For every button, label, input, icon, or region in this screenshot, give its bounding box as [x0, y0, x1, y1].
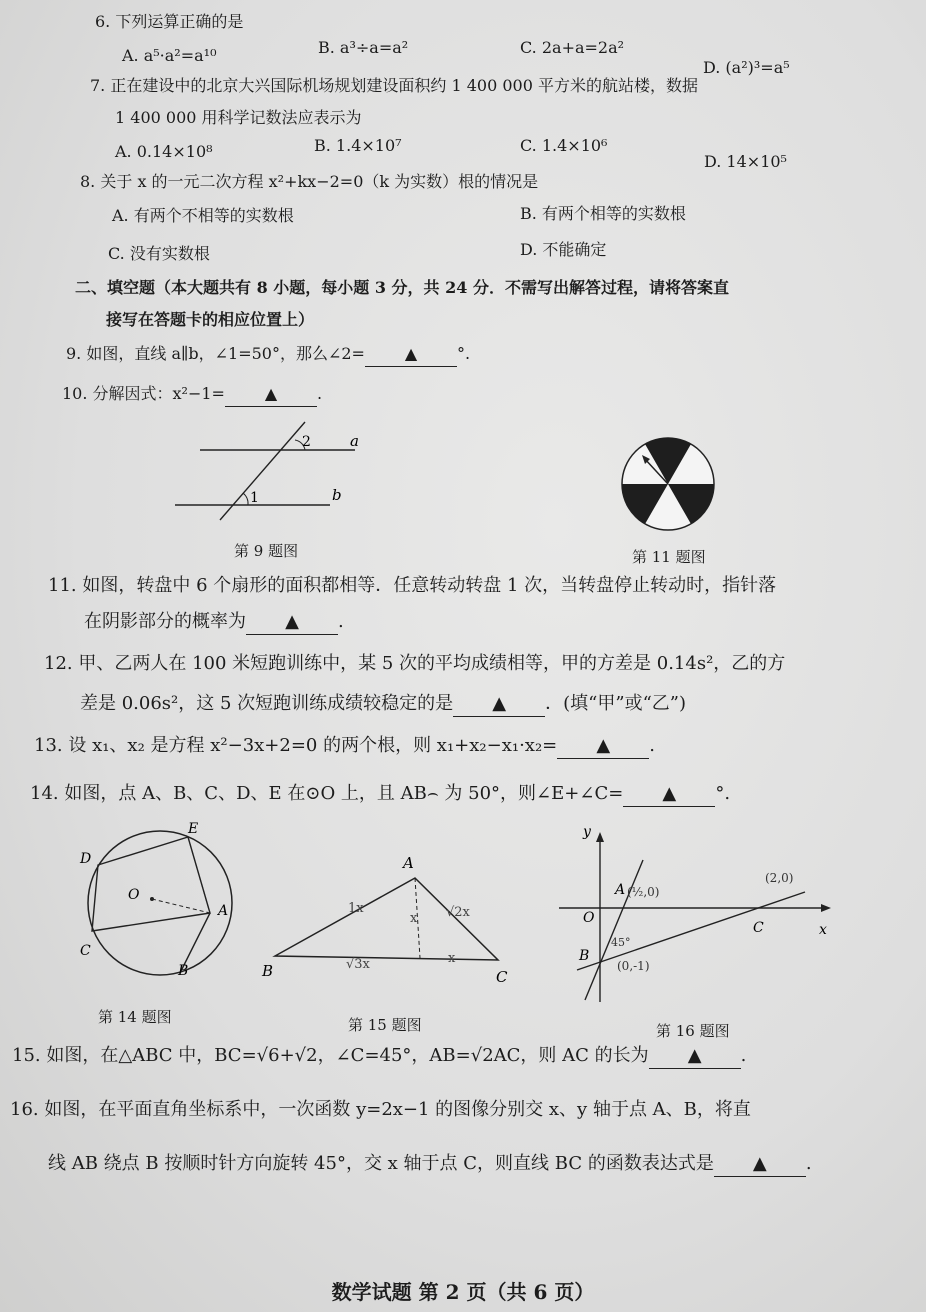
note-point-b: (0,-1): [617, 959, 650, 973]
q12-line2: [80, 692, 686, 717]
q12-answer-blank: ▲: [453, 692, 545, 717]
figure-16-caption: 第 16 题图: [656, 1022, 730, 1040]
label-x: x: [819, 922, 827, 938]
circle-o: [88, 831, 232, 975]
q11-answer-blank: ▲: [246, 610, 338, 635]
q13: [34, 734, 655, 759]
q7-option-b: B. 1.4×10⁷: [314, 136, 402, 155]
figure-14-caption: 第 14 题图: [98, 1008, 172, 1026]
q6-option-b: B. a³÷a=a²: [318, 38, 409, 57]
note-root2x: √2x: [446, 905, 470, 920]
q15-tail: .: [740, 1045, 747, 1066]
note-angle: 45°: [611, 936, 631, 949]
q16-answer-blank: ▲: [714, 1152, 806, 1177]
q7-option-d: D. 14×10⁵: [704, 152, 787, 171]
figure-9: [170, 420, 370, 520]
figure-15-caption: 第 15 题图: [348, 1016, 422, 1034]
label-b: B: [579, 948, 590, 964]
q9-tail: °.: [456, 344, 471, 363]
note-x-base: x: [448, 951, 456, 966]
line-ab: [585, 860, 643, 1000]
label-c: C: [496, 968, 508, 986]
label-b: B: [178, 963, 189, 979]
note-point-a: (½,0): [627, 885, 660, 899]
q15-text: 15. 如图，在△ABC 中，BC=√6+√2，∠C=45°，AB=√2AC，则 AC 的长为: [12, 1045, 649, 1066]
label-angle-2: 2: [302, 434, 311, 450]
q13-answer-blank: ▲: [557, 734, 649, 759]
figure-15: [260, 850, 520, 990]
label-a: A: [403, 854, 414, 872]
q12-line1: 12. 甲、乙两人在 100 米短跑训练中，某 5 次的平均成绩相等，甲的方差是 0.14s²，乙的方: [44, 653, 786, 674]
q8-option-b: B. 有两个相等的实数根: [520, 204, 686, 223]
q7-option-c: C. 1.4×10⁶: [520, 136, 608, 155]
label-d: D: [80, 851, 92, 867]
label-b: b: [332, 486, 342, 504]
q8-option-a: A. 有两个不相等的实数根: [112, 206, 294, 225]
q8-stem: 8. 关于 x 的一元二次方程 x²+kx−2=0（k 为实数）根的情况是: [80, 172, 539, 191]
q12-text: 差是 0.06s²，这 5 次短跑训练成绩较稳定的是: [80, 693, 454, 714]
figure-11-spinner: [620, 436, 718, 534]
figure-11-caption: 第 11 题图: [632, 548, 706, 566]
figure-14: [70, 815, 250, 985]
q16-line2: [48, 1152, 812, 1177]
q6-option-c: C. 2a+a=2a²: [520, 38, 625, 57]
label-angle-1: 1: [250, 490, 259, 506]
label-o: O: [128, 887, 140, 903]
label-e: E: [188, 821, 199, 837]
q15-answer-blank: ▲: [649, 1044, 741, 1069]
page-footer: 数学试题 第 2 页（共 6 页）: [331, 1280, 595, 1304]
q16-line1: 16. 如图，在平面直角坐标系中，一次函数 y=2x−1 的图像分别交 x、y 轴于点 A、B，将直: [10, 1099, 751, 1120]
radius-oa: [152, 899, 210, 913]
y-axis-arrow: [596, 832, 604, 842]
label-y: y: [583, 824, 591, 840]
q14-text: 14. 如图，点 A、B、C、D、E 在⊙O 上，且 AB⌢ 为 50°，则∠E+∠C=: [30, 783, 624, 804]
q13-text: 13. 设 x₁、x₂ 是方程 x²−3x+2=0 的两个根，则 x₁+x₂−x₁·x₂=: [34, 735, 558, 756]
q6-stem: 6. 下列运算正确的是: [95, 12, 244, 31]
q15: [12, 1044, 746, 1069]
q10-text: 10. 分解因式：x²−1=: [62, 384, 225, 403]
q8-option-c: C. 没有实数根: [108, 244, 210, 263]
label-a: A: [615, 882, 626, 898]
q13-tail: .: [649, 735, 655, 756]
section-2-heading: 二、填空题（本大题共有 8 小题，每小题 3 分，共 24 分．不需写出解答过程，请将答案直: [75, 278, 729, 297]
label-b: B: [262, 962, 274, 980]
q11-text: 在阴影部分的概率为: [84, 611, 246, 632]
note-point-c: (2,0): [765, 871, 794, 885]
note-1x: 1x: [348, 901, 364, 916]
q11-line2: [84, 610, 344, 635]
q6-option-d: D. (a²)³=a⁵: [703, 58, 790, 77]
angle-1-arc: [243, 493, 248, 505]
q6-option-a: A. a⁵·a²=a¹⁰: [122, 46, 217, 65]
q14-tail: °.: [715, 783, 731, 804]
q9-answer-blank: ▲: [365, 342, 457, 367]
label-a: a: [350, 432, 359, 450]
q14-answer-blank: ▲: [623, 782, 715, 807]
label-c: C: [80, 943, 91, 959]
q16-tail: .: [805, 1153, 812, 1174]
q16-text: 线 AB 绕点 B 按顺时针方向旋转 45°，交 x 轴于点 C，则直线 BC 的函数表达式是: [48, 1153, 714, 1174]
q14: [30, 782, 730, 807]
section-2-heading-cont: 接写在答题卡的相应位置上）: [106, 310, 315, 329]
label-o: O: [583, 910, 595, 926]
q10: [62, 382, 322, 407]
q9: [66, 342, 470, 367]
figure-9-caption: 第 9 题图: [234, 542, 299, 560]
line-bc: [577, 892, 805, 970]
q11-line1: 11. 如图，转盘中 6 个扇形的面积都相等．任意转动转盘 1 次，当转盘停止转动时，指针落: [48, 575, 777, 596]
center-o: [150, 897, 154, 901]
q7-stem: 7. 正在建设中的北京大兴国际机场规划建设面积约 1 400 000 平方米的航站楼，数据: [90, 76, 698, 95]
q8-option-d: D. 不能确定: [520, 240, 607, 259]
q9-text: 9. 如图，直线 a∥b，∠1=50°，那么∠2=: [66, 344, 365, 363]
q7-option-a: A. 0.14×10⁸: [115, 142, 213, 161]
q12-tail: ．(填“甲”或“乙”): [545, 693, 687, 714]
q7-stem-2: 1 400 000 用科学记数法应表示为: [115, 108, 362, 127]
label-a: A: [218, 903, 229, 919]
figure-16: [555, 824, 835, 1010]
q10-answer-blank: ▲: [225, 382, 317, 407]
note-root3x: √3x: [346, 957, 370, 972]
note-x-altitude: x: [410, 911, 418, 926]
q10-tail: .: [316, 384, 323, 403]
label-c: C: [753, 920, 764, 936]
x-axis-arrow: [821, 904, 831, 912]
q11-tail: .: [338, 611, 344, 632]
